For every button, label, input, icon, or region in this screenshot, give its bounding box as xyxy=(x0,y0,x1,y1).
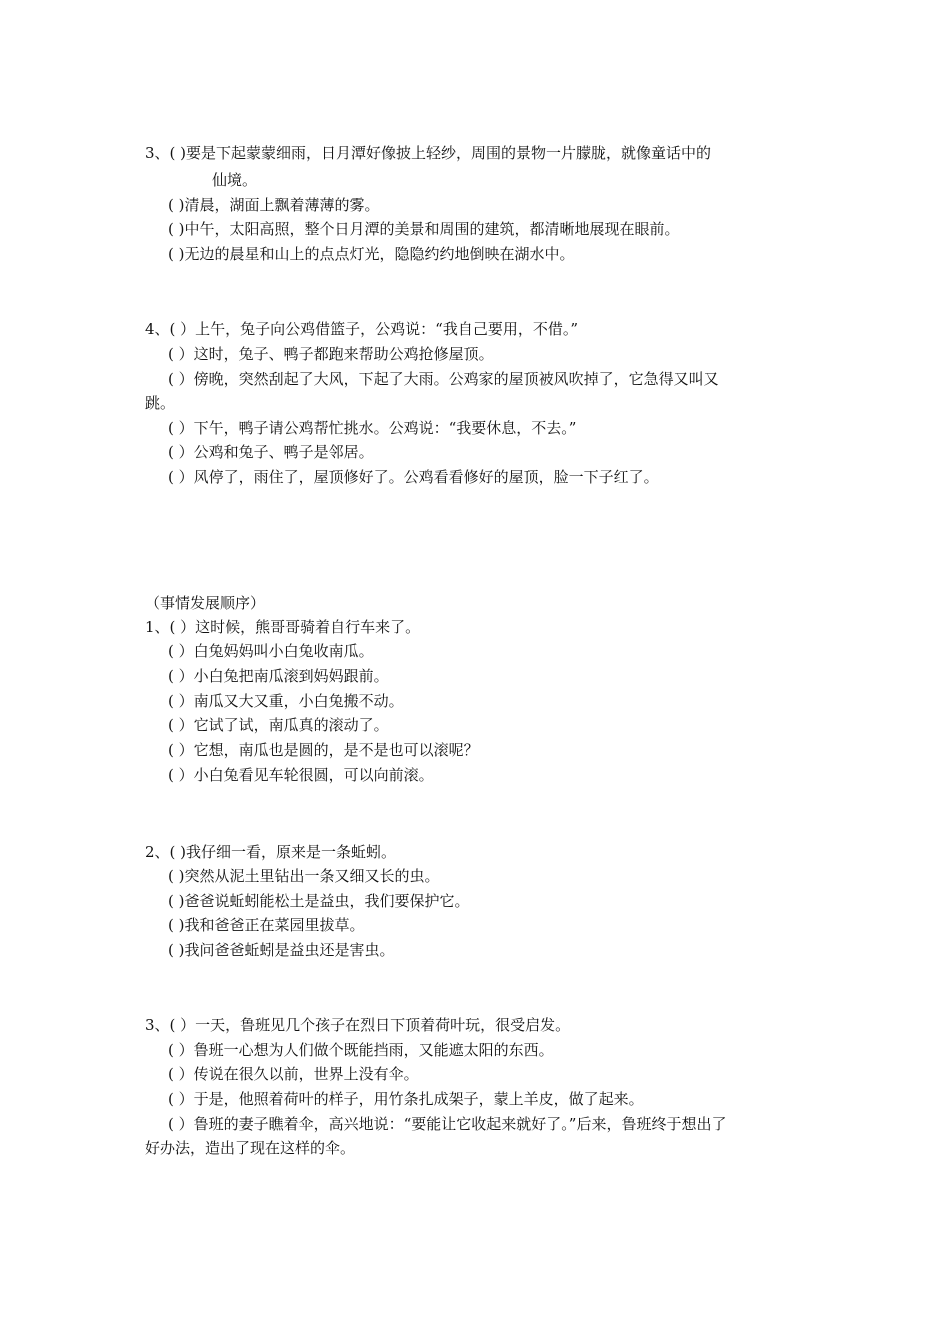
question-4a-first-line: 4、( ）上午，兔子向公鸡借篮子，公鸡说：“我自己要用，不借。” xyxy=(145,320,579,338)
question-1b-item: ( ）南瓜又大又重，小白兔搬不动。 xyxy=(168,692,404,710)
question-2b-item: ( )突然从泥土里钻出一条又细又长的虫。 xyxy=(168,867,440,885)
question-3b-item: ( ）鲁班一心想为人们做个既能挡雨，又能遮太阳的东西。 xyxy=(168,1041,554,1059)
question-1b-first-line: 1、( ）这时候，熊哥哥骑着自行车来了。 xyxy=(145,618,421,636)
question-3a-item: ( )清晨，湖面上飘着薄薄的雾。 xyxy=(168,196,380,214)
question-4a-item: ( ）公鸡和兔子、鸭子是邻居。 xyxy=(168,443,374,461)
question-1b-item: ( ）它想，南瓜也是圆的，是不是也可以滚呢？ xyxy=(168,741,479,759)
question-3b-item: ( ）传说在很久以前，世界上没有伞。 xyxy=(168,1065,419,1083)
question-3b-item: ( ）鲁班的妻子瞧着伞，高兴地说：“要能让它收起来就好了。”后来，鲁班终于想出了 xyxy=(168,1115,727,1133)
question-4a-item: ( ）这时，兔子、鸭子都跑来帮助公鸡抢修屋顶。 xyxy=(168,345,494,363)
question-2b-item: ( )我和爸爸正在菜园里拔草。 xyxy=(168,916,365,934)
question-3b-item: ( ）于是，他照着荷叶的样子，用竹条扎成架子，蒙上羊皮，做了起来。 xyxy=(168,1090,644,1108)
question-2b-item: ( )我问爸爸蚯蚓是益虫还是害虫。 xyxy=(168,941,395,959)
question-3a-item: ( )中午，太阳高照，整个日月潭的美景和周围的建筑，都清晰地展现在眼前。 xyxy=(168,220,680,238)
question-3a-item: ( )无边的晨星和山上的点点灯光，隐隐约约地倒映在湖水中。 xyxy=(168,245,575,263)
question-4a-item: ( ）傍晚，突然刮起了大风，下起了大雨。公鸡家的屋顶被风吹掉了，它急得又叫又 xyxy=(168,370,719,388)
question-3a-first-line-continuation: 仙境。 xyxy=(212,171,258,189)
question-4a-item-continuation: 跳。 xyxy=(145,394,176,412)
section-heading: （事情发展顺序） xyxy=(145,594,266,612)
question-3b-first-line: 3、( ）一天，鲁班见几个孩子在烈日下顶着荷叶玩，很受启发。 xyxy=(145,1016,571,1034)
question-4a-item: ( ）风停了，雨住了，屋顶修好了。公鸡看看修好的屋顶，脸一下子红了。 xyxy=(168,468,659,486)
question-3a-first-line: 3、( )要是下起蒙蒙细雨，日月潭好像披上轻纱，周围的景物一片朦胧，就像童话中的 xyxy=(145,144,712,162)
question-1b-item: ( ）小白兔把南瓜滚到妈妈跟前。 xyxy=(168,667,389,685)
question-4a-item: ( ）下午，鸭子请公鸡帮忙挑水。公鸡说：“我要休息，不去。” xyxy=(168,419,577,437)
question-3b-item-continuation: 好办法，造出了现在这样的伞。 xyxy=(145,1139,356,1157)
question-2b-first-line: 2、( )我仔细一看，原来是一条蚯蚓。 xyxy=(145,843,397,861)
question-2b-item: ( )爸爸说蚯蚓能松土是益虫，我们要保护它。 xyxy=(168,892,470,910)
question-1b-item: ( ）它试了试，南瓜真的滚动了。 xyxy=(168,716,389,734)
question-1b-item: ( ）白兔妈妈叫小白兔收南瓜。 xyxy=(168,642,374,660)
question-1b-item: ( ）小白兔看见车轮很圆，可以向前滚。 xyxy=(168,766,434,784)
